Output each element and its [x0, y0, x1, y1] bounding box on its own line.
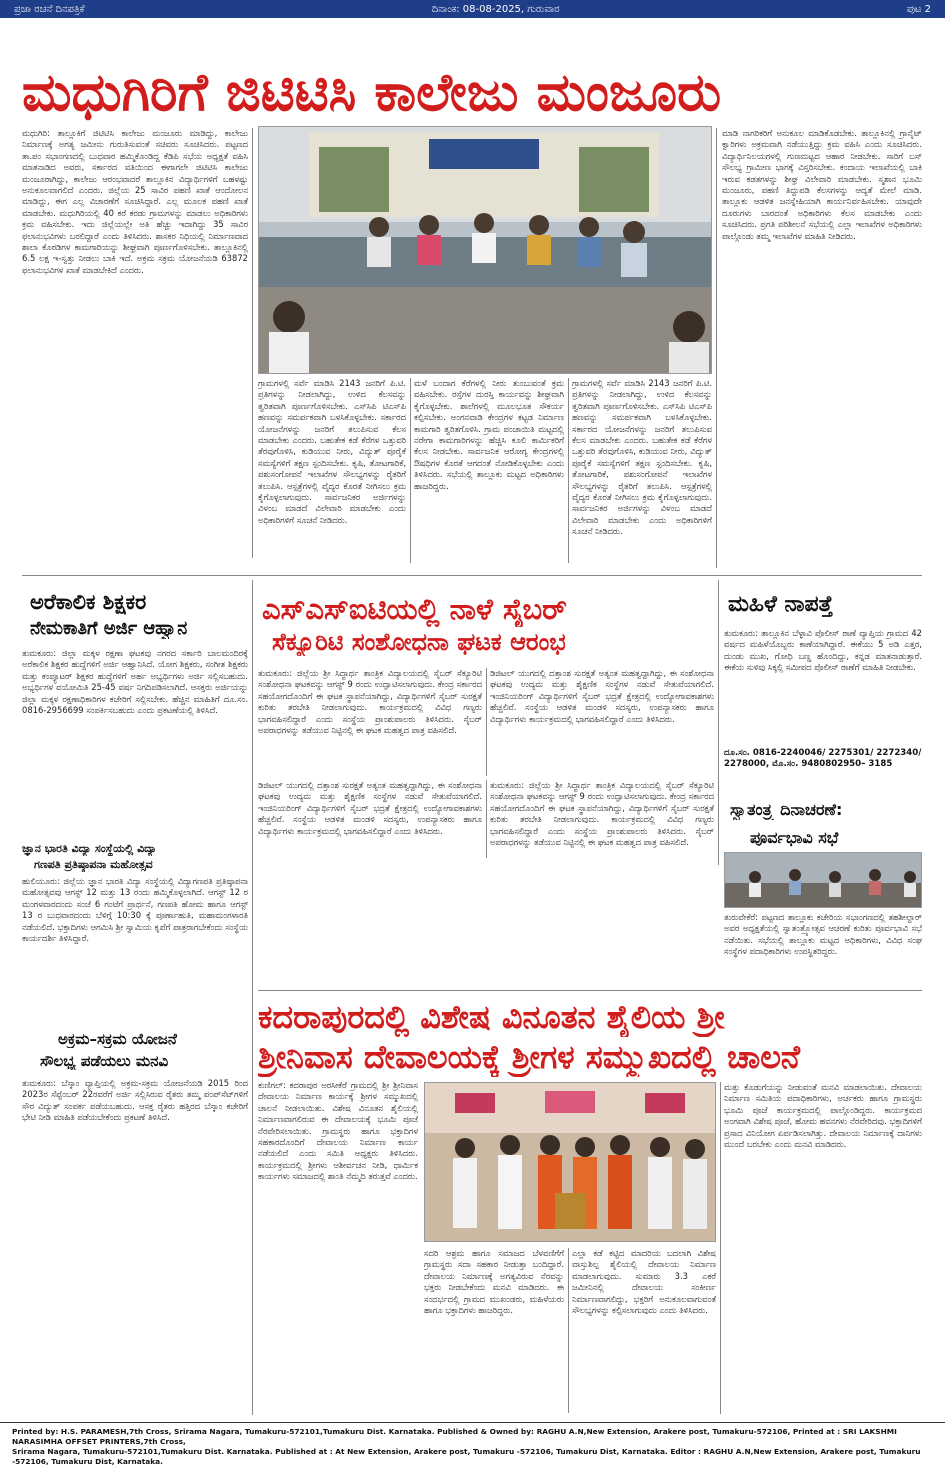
column-rule	[410, 378, 411, 563]
teacher-story-heading-2: ನೇಮಕಾತಿಗೆ ಅರ್ಜಿ ಆಹ್ವಾನ	[30, 618, 188, 639]
column-rule	[568, 378, 569, 563]
temple-story-heading-1: ಕದರಾಪುರದಲ್ಲಿ ವಿಶೇಷ ವಿನೂತನ ಶೈಲಿಯ ಶ್ರೀ	[258, 998, 725, 1036]
section-rule	[258, 990, 922, 991]
imprint-line-1: Printed by: H.S. PARAMESH,7th Cross, Srirama Nagara, Tumakuru-572101,Tumakuru Dist. Karnataka. Published & Owned by: RAGHU A.N,New Extension, Arakere post, Tumakuru-572106, Printed at : SRI LAKSHMI NARASIMHA OFFSET PRINTERS,7th Cross,	[12, 1427, 897, 1446]
main-story-col4: ಮಾಡಿ ನಾಗರಿಕರಿಗೆ ಅನುಕೂಲ ಮಾಡಿಕೊಡಬೇಕು. ತಾಲ್ಲೂಕಿನಲ್ಲಿ ಗ್ರಾನೈಟ್ ಕ್ವಾರಿಗಳು ಅಕ್ರಮವಾಗಿ ನಡೆಯುತ್ತಿದ್ದು ಕ್ರಮ ವಹಿಸಿ ಎಂದು ಸೂಚಿಸಿದರು. ವಿದ್ಯಾರ್ಥಿನಿಲಯಗಳಲ್ಲಿ ಗುಣಮಟ್ಟದ ಆಹಾರ ನೀಡಬೇಕು. ಸಾರಿಗೆ ಬಸ್ ಸೌಲಭ್ಯ ಗ್ರಾಮೀಣ ಭಾಗಕ್ಕೆ ವಿಸ್ತರಿಸಬೇಕು. ಕಂದಾಯ ಇಲಾಖೆಯಲ್ಲಿ ಬಾಕಿ ಇರುವ ಕಡತಗಳನ್ನು ಶೀಘ್ರ ವಿಲೇವಾರಿ ಮಾಡಬೇಕು. ಸ್ಮಶಾನ ಭೂಮಿ ಮಂಜೂರು, ಪಹಣಿ ತಿದ್ದುಪಡಿ ಕೆಲಸಗಳನ್ನು ಆದ್ಯತೆ ಮೇಲೆ ಮಾಡಿ. ತಾಲ್ಲೂಕು ಆಡಳಿತ ಜನಸ್ನೇಹಿಯಾಗಿ ಕಾರ್ಯನಿರ್ವಹಿಸಬೇಕು. ಯಾವುದೇ ದೂರುಗಳು ಬಾರದಂತೆ ಅಧಿಕಾರಿಗಳು ಕೆಲಸ ಮಾಡಬೇಕು ಎಂದು ಸೂಚಿಸಿದರು. ಪ್ರಗತಿ ಪರಿಶೀಲನೆ ಸಭೆಯಲ್ಲಿ ಎಲ್ಲಾ ಇಲಾಖೆಗಳ ಅಧಿಕಾರಿಗಳು ಪಾಲ್ಗೊಂಡು ತಮ್ಮ ಇಲಾಖೆಗಳ ಮಾಹಿತಿ ನೀಡಿದರು.	[722, 128, 922, 241]
main-headline: ಮಧುಗಿರಿಗೆ ಜಿಟಿಟಿಸಿ ಕಾಲೇಜು ಮಂಜೂರು	[22, 63, 722, 123]
cyber-story-col2b: ತುಮಕೂರು: ಜಿಲ್ಲೆಯ ಶ್ರೀ ಸಿದ್ಧಾರ್ಥ ತಾಂತ್ರಿಕ ವಿದ್ಯಾಲಯದಲ್ಲಿ ಸೈಬರ್ ಸೆಕ್ಯೂರಿಟಿ ಸಂಶೋಧನಾ ಘಟಕವನ್ನು ಆಗಸ್ಟ್ 9 ರಂದು ಉದ್ಘಾಟಿಸಲಾಗುವುದು. ಕೇಂದ್ರ ಸರ್ಕಾರದ ಸಹಯೋಗದೊಂದಿಗೆ ಈ ಘಟಕ ಸ್ಥಾಪನೆಯಾಗಿದ್ದು, ವಿದ್ಯಾರ್ಥಿಗಳಿಗೆ ಸೈಬರ್ ಸುರಕ್ಷತೆ ಕುರಿತು ತರಬೇತಿ ನೀಡಲಾಗುವುದು. ಕಾರ್ಯಕ್ರಮದಲ್ಲಿ ವಿವಿಧ ಗಣ್ಯರು ಭಾಗವಹಿಸಲಿದ್ದಾರೆ ಎಂದು ಸಂಸ್ಥೆಯ ಪ್ರಾಂಶುಪಾಲರು ತಿಳಿಸಿದರು. ಸೈಬರ್ ಅಪರಾಧಗಳನ್ನು ತಡೆಯುವ ನಿಟ್ಟಿನಲ್ಲಿ ಈ ಘಟಕ ಮಹತ್ವದ ಪಾತ್ರ ವಹಿಸಲಿದೆ.	[490, 780, 714, 848]
ganapati-story-body: ಹುಲಿಯೂರು: ಜಿಲ್ಲೆಯ ಜ್ಞಾನ ಭಾರತಿ ವಿದ್ಯಾ ಸಂಸ್ಥೆಯಲ್ಲಿ ವಿದ್ಯಾಗಣಪತಿ ಪ್ರತಿಷ್ಠಾಪನಾ ಮಹೋತ್ಸವವು ಆಗಸ್ಟ್ 12 ಮತ್ತು 13 ರಂದು ಹಮ್ಮಿಕೊಳ್ಳಲಾಗಿದೆ. ಆಗಸ್ಟ್ 12 ರ ಮಂಗಳವಾರದಂದು ಸಂಜೆ 6 ಗಂಟೆಗೆ ಪ್ರಾರ್ಥನೆ, ಗಣಪತಿ ಹೋಮ ಹಾಗೂ ಆಗಸ್ಟ್ 13 ರ ಬುಧವಾರದಂದು ಬೆಳಿಗ್ಗೆ 10:30 ಕ್ಕೆ ಪೂರ್ಣಾಹುತಿ, ಮಹಾಮಂಗಳಾರತಿ ನಡೆಯಲಿದೆ. ಭಕ್ತಾದಿಗಳು ಆಗಮಿಸಿ ಶ್ರೀ ಸ್ವಾಮಿಯ ಕೃಪೆಗೆ ಪಾತ್ರರಾಗಬೇಕೆಂದು ಸಂಸ್ಥೆಯ ಕಾರ್ಯದರ್ಶಿ ತಿಳಿಸಿದ್ದಾರೆ.	[22, 876, 248, 944]
cyber-story-heading-1: ಎಸ್‌ಎಸ್‌ಐಟಿಯಲ್ಲಿ ನಾಳೆ ಸೈಬರ್	[262, 592, 567, 626]
section-rule	[22, 575, 922, 576]
column-rule	[486, 780, 487, 858]
temple-story-col3: ಎಲ್ಲಾ ಕಡೆ ಕಟ್ಟಿದ ಮಾದರಿಯ ಬದಲಾಗಿ ವಿಶೇಷ ವಾಸ್ತುಶಿಲ್ಪ ಶೈಲಿಯಲ್ಲಿ ದೇವಾಲಯ ನಿರ್ಮಾಣ ಮಾಡಲಾಗುವುದು. ಸುಮಾರು 3.3 ಎಕರೆ ಜಮೀನಿನಲ್ಲಿ ದೇವಾಲಯ ಸಂಕೀರ್ಣ ನಿರ್ಮಾಣವಾಗಲಿದ್ದು, ಭಕ್ತರಿಗೆ ಅನುಕೂಲವಾಗುವಂತೆ ಸೌಲಭ್ಯಗಳನ್ನು ಕಲ್ಪಿಸಲಾಗುವುದು ಎಂದು ತಿಳಿಸಿದರು.	[572, 1248, 716, 1316]
independence-meeting-photo	[724, 852, 922, 908]
column-rule	[252, 580, 253, 1415]
independence-story-body: ತುರುವೇಕೆರೆ: ಪಟ್ಟಣದ ತಾಲ್ಲೂಕು ಕಚೇರಿಯ ಸಭಾಂಗಣದಲ್ಲಿ ತಹಶೀಲ್ದಾರ್ ಅವರ ಅಧ್ಯಕ್ಷತೆಯಲ್ಲಿ ಸ್ವಾತಂತ್ರ್ಯೋತ್ಸವ ಆಚರಣೆ ಕುರಿತು ಪೂರ್ವಭಾವಿ ಸಭೆ ನಡೆಯಿತು. ಸಭೆಯಲ್ಲಿ ತಾಲ್ಲೂಕು ಮಟ್ಟದ ಅಧಿಕಾರಿಗಳು, ವಿವಿಧ ಸಂಘ ಸಂಸ್ಥೆಗಳ ಪದಾಧಿಕಾರಿಗಳು ಉಪಸ್ಥಿತರಿದ್ದರು.	[724, 912, 922, 957]
independence-story-heading-2: ಪೂರ್ವಭಾವಿ ಸಭೆ	[750, 828, 839, 847]
column-rule	[718, 580, 719, 865]
main-story-col1: ಮಧುಗಿರಿ: ತಾಲ್ಲೂಕಿಗೆ ಜಿಟಿಟಿಸಿ ಕಾಲೇಜು ಮಂಜೂರು ಮಾಡಿದ್ದು, ಕಾಲೇಜು ನಿರ್ಮಾಣಕ್ಕೆ ಅಗತ್ಯ ಜಮೀನು ಗುರುತಿಸುವಂತೆ ಸಚಿವರು ಸೂಚಿಸಿದರು. ಪಟ್ಟಣದ ತಾ.ಪಂ ಸಭಾಂಗಣದಲ್ಲಿ ಬುಧವಾರ ಹಮ್ಮಿಕೊಂಡಿದ್ದ ಕೆಡಿಪಿ ಸಭೆಯ ಅಧ್ಯಕ್ಷತೆ ವಹಿಸಿ ಮಾತನಾಡಿದ ಅವರು, ಸರ್ಕಾರದ ವತಿಯಿಂದ ಈಗಾಗಲೇ ಜಿಟಿಟಿಸಿ ಕಾಲೇಜು ಮಂಜೂರಾಗಿದ್ದು, ಕಾಲೇಜು ಆರಂಭವಾದರೆ ತಾಲ್ಲೂಕಿನ ವಿದ್ಯಾರ್ಥಿಗಳಿಗೆ ಬಹಳಷ್ಟು ಅನುಕೂಲವಾಗಲಿದೆ ಎಂದರು. ಜಿಲ್ಲೆಯ 25 ಸಾವಿರ ಪಹಣಿ ಖಾತೆ ಆಂದೋಲನ ಮಾಡಿದ್ದು, ಈಗ ಎಲ್ಲ ವಿಚಾರಣೆಗೆ ಸೂಚಿಸಿದ್ದಾರೆ. ಎಲ್ಲ ಮೂಲಕ ಪಹಣಿ ಖಾತೆ ಮಾಡಬೇಕು. ಮಧುಗಿರಿಯಲ್ಲಿ 40 ಕರೆ ಕರಡು ಗ್ರಾಮಗಳನ್ನು ಮಾಡಲು ಅಧಿಕಾರಿಗಳು ಕ್ರಮ ವಹಿಸಬೇಕು. ಇದು ಜಿಲ್ಲೆಯಲ್ಲೇ ಅತಿ ಹೆಚ್ಚು ಇದಾಗಿದ್ದು 35 ಸಾವಿರ ಫಲಾನುಭವಿಗಳು ಬರಲಿದ್ದಾರೆ ಎಂದು ತಿಳಿಸಿದರು. ಶಾಸಕರ ನಿಧಿಯಲ್ಲಿ ನಿರ್ಮಾಣವಾದ ಶಾಲಾ ಕೊಠಡಿಗಳ ಕಾಮಗಾರಿಯನ್ನು ಶೀಘ್ರವಾಗಿ ಪೂರ್ಣಗೊಳಿಸಬೇಕು. ತಾಲ್ಲೂಕಿನಲ್ಲಿ 6.5 ಲಕ್ಷ ಇ-ಸ್ವತ್ತು ನೀಡಲು ಬಾಕಿ ಇದೆ. ಅಕ್ರಮ ಸಕ್ರಮ ಯೋಜನೆಯಡಿ 63872 ಫಲಾನುಭವಿಗಳ ಖಾತೆ ಮಾಡಬೇಕಿದೆ ಎಂದರು.	[22, 128, 248, 275]
missing-story-heading: ಮಹಿಳೆ ನಾಪತ್ತೆ	[728, 592, 834, 617]
page-number: ಪುಟ 2	[906, 3, 931, 15]
teacher-story-body: ತುಮಕೂರು: ಜಿಲ್ಲಾ ಮಕ್ಕಳ ರಕ್ಷಣಾ ಘಟಕವು ನಗರದ ಸರ್ಕಾರಿ ಬಾಲಮಂದಿರಕ್ಕೆ ಅರೆಕಾಲಿಕ ಶಿಕ್ಷಕರ ಹುದ್ದೆಗಳಿಗೆ ಅರ್ಜಿ ಆಹ್ವಾನಿಸಿದೆ. ಯೋಗ ಶಿಕ್ಷಕರು, ಸಂಗೀತ ಶಿಕ್ಷಕರು ಮತ್ತು ಕಂಪ್ಯೂಟರ್ ಶಿಕ್ಷಕರ ಹುದ್ದೆಗಳಿಗೆ ಅರ್ಹ ಅಭ್ಯರ್ಥಿಗಳು ಅರ್ಜಿ ಸಲ್ಲಿಸಬಹುದು. ಅಭ್ಯರ್ಥಿಗಳ ವಯೋಮಿತಿ 25-45 ವರ್ಷ ನಿಗದಿಪಡಿಸಲಾಗಿದೆ. ಆಸಕ್ತರು ಅರ್ಜಿಯನ್ನು ಜಿಲ್ಲಾ ಮಕ್ಕಳ ರಕ್ಷಣಾಧಿಕಾರಿಗಳ ಕಚೇರಿಗೆ ಸಲ್ಲಿಸಬೇಕು. ಹೆಚ್ಚಿನ ಮಾಹಿತಿಗೆ ದೂ.ಸಂ. 0816-2956699 ಸಂಪರ್ಕಿಸಬಹುದು ಎಂದು ಪ್ರಕಟಣೆಯಲ್ಲಿ ತಿಳಿಸಿದೆ.	[22, 648, 248, 716]
missing-story-phones: ದೂ.ಸಂ. 0816-2240046/ 2275301/ 2272340/ 2278000, ಮೊ.ಸಂ. 9480802950– 3185	[724, 748, 922, 769]
column-rule	[716, 128, 717, 568]
cyber-story-heading-2: ಸೆಕ್ಯೂರಿಟಿ ಸಂಶೋಧನಾ ಘಟಕ ಆರಂಭ	[272, 628, 566, 656]
column-rule	[486, 668, 487, 776]
masthead-bar	[0, 0, 945, 18]
cyber-story-col1b: ಡಿಜಿಟಲ್ ಯುಗದಲ್ಲಿ ದತ್ತಾಂಶ ಸುರಕ್ಷತೆ ಅತ್ಯಂತ ಮಹತ್ವದ್ದಾಗಿದ್ದು, ಈ ಸಂಶೋಧನಾ ಘಟಕವು ಉದ್ಯಮ ಮತ್ತು ಶೈಕ್ಷಣಿಕ ಸಂಸ್ಥೆಗಳ ನಡುವೆ ಸೇತುವೆಯಾಗಲಿದೆ. ಇಂಜಿನಿಯರಿಂಗ್ ವಿದ್ಯಾರ್ಥಿಗಳಿಗೆ ಸೈಬರ್ ಭದ್ರತೆ ಕ್ಷೇತ್ರದಲ್ಲಿ ಉದ್ಯೋಗಾವಕಾಶಗಳು ಹೆಚ್ಚಲಿವೆ. ಸಂಸ್ಥೆಯ ಆಡಳಿತ ಮಂಡಳಿ ಸದಸ್ಯರು, ಉಪನ್ಯಾಸಕರು ಹಾಗೂ ವಿದ್ಯಾರ್ಥಿಗಳು ಕಾರ್ಯಕ್ರಮದಲ್ಲಿ ಭಾಗವಹಿಸಲಿದ್ದಾರೆ ಎಂದು ತಿಳಿಸಿದರು.	[258, 780, 482, 836]
meeting-photo	[258, 126, 712, 374]
column-rule	[568, 1248, 569, 1413]
temple-story-heading-2: ಶ್ರೀನಿವಾಸ ದೇವಾಲಯಕ್ಕೆ ಶ್ರೀಗಳ ಸಮ್ಮುಖದಲ್ಲಿ ಚಾಲನೆ	[258, 1038, 801, 1076]
temple-story-col4: ಮತ್ತು ಕೊಡುಗೆಯನ್ನು ನೀಡುವಂತೆ ಮನವಿ ಮಾಡಲಾಯಿತು. ದೇವಾಲಯ ನಿರ್ಮಾಣ ಸಮಿತಿಯ ಪದಾಧಿಕಾರಿಗಳು, ಅರ್ಚಕರು ಹಾಗೂ ಗ್ರಾಮಸ್ಥರು ಭೂಮಿ ಪೂಜೆ ಕಾರ್ಯಕ್ರಮದಲ್ಲಿ ಪಾಲ್ಗೊಂಡಿದ್ದರು. ಕಾರ್ಯಕ್ರಮದ ಅಂಗವಾಗಿ ವಿಶೇಷ ಪೂಜೆ, ಹೋಮ ಹವನಗಳು ನೆರವೇರಿದವು. ಭಕ್ತಾದಿಗಳಿಗೆ ಪ್ರಸಾದ ವಿನಿಯೋಗ ಏರ್ಪಡಿಸಲಾಗಿತ್ತು. ದೇವಾಲಯ ನಿರ್ಮಾಣಕ್ಕೆ ದಾನಿಗಳು ಮುಂದೆ ಬರಬೇಕು ಎಂದು ಮನವಿ ಮಾಡಿದರು.	[724, 1082, 922, 1150]
teacher-story-heading-1: ಅರೆಕಾಲಿಕ ಶಿಕ್ಷಕರ	[30, 590, 147, 614]
imprint-footer	[0, 1422, 945, 1466]
temple-story-col1: ಕುಣಿಗಲ್: ಕದರಾಪುರ ಅರಸೀಕೆರೆ ಗ್ರಾಮದಲ್ಲಿ ಶ್ರೀ ಶ್ರೀನಿವಾಸ ದೇವಾಲಯ ನಿರ್ಮಾಣ ಕಾರ್ಯಕ್ಕೆ ಶ್ರೀಗಳ ಸಮ್ಮುಖದಲ್ಲಿ ಚಾಲನೆ ನೀಡಲಾಯಿತು. ವಿಶೇಷ ವಿನೂತನ ಶೈಲಿಯಲ್ಲಿ ನಿರ್ಮಾಣವಾಗಲಿರುವ ಈ ದೇವಾಲಯಕ್ಕೆ ಭೂಮಿ ಪೂಜೆ ನೆರವೇರಿಸಲಾಯಿತು. ಗ್ರಾಮಸ್ಥರು ಹಾಗೂ ಭಕ್ತಾದಿಗಳ ಸಹಕಾರದೊಂದಿಗೆ ದೇವಾಲಯ ನಿರ್ಮಾಣ ಕಾರ್ಯ ನಡೆಯಲಿದೆ ಎಂದು ಸಮಿತಿ ಅಧ್ಯಕ್ಷರು ತಿಳಿಸಿದರು. ಕಾರ್ಯಕ್ರಮದಲ್ಲಿ ಶ್ರೀಗಳು ಆಶೀರ್ವಚನ ನೀಡಿ, ಧಾರ್ಮಿಕ ಕಾರ್ಯಗಳು ಸಮಾಜದಲ್ಲಿ ಶಾಂತಿ ನೆಮ್ಮದಿ ತರುತ್ತವೆ ಎಂದರು.	[258, 1080, 418, 1182]
main-story-col3b: ಗ್ರಾಮಗಳಲ್ಲಿ ಸರ್ವೆ ಮಾಡಿಸಿ 2143 ಜನರಿಗೆ ಪಿ.ಟಿ. ಪ್ರತಿಗಳನ್ನು ನೀಡಲಾಗಿದ್ದು, ಉಳಿದ ಕೆಲಸವನ್ನು ತ್ವರಿತವಾಗಿ ಪೂರ್ಣಗೊಳಿಸಬೇಕು. ಎಸ್‌ಸಿಪಿ ಟಿಎಸ್‌ಪಿ ಹಣವನ್ನು ಸಮರ್ಪಕವಾಗಿ ಬಳಸಿಕೊಳ್ಳಬೇಕು. ಸರ್ಕಾರದ ಯೋಜನೆಗಳನ್ನು ಜನರಿಗೆ ತಲುಪಿಸುವ ಕೆಲಸ ಮಾಡಬೇಕು ಎಂದರು. ಬಹುತೇಕ ಕಡೆ ಕೆರೆಗಳ ಒತ್ತುವರಿ ತೆರವುಗೊಳಿಸಿ, ಕುಡಿಯುವ ನೀರು, ವಿದ್ಯುತ್ ಪೂರೈಕೆ ಸಮಸ್ಯೆಗಳಿಗೆ ತಕ್ಷಣ ಸ್ಪಂದಿಸಬೇಕು. ಕೃಷಿ, ತೋಟಗಾರಿಕೆ, ಪಶುಸಂಗೋಪನೆ ಇಲಾಖೆಗಳ ಸೌಲಭ್ಯಗಳನ್ನು ರೈತರಿಗೆ ತಲುಪಿಸಿ. ಆಸ್ಪತ್ರೆಗಳಲ್ಲಿ ವೈದ್ಯರ ಕೊರತೆ ನೀಗಿಸಲು ಕ್ರಮ ಕೈಗೊಳ್ಳಲಾಗುವುದು. ಸಾರ್ವಜನಿಕರ ಅರ್ಜಿಗಳನ್ನು ವಿಳಂಬ ಮಾಡದೆ ವಿಲೇವಾರಿ ಮಾಡಬೇಕು ಎಂದು ಅಧಿಕಾರಿಗಳಿಗೆ ಸೂಚನೆ ನೀಡಿದರು.	[572, 378, 712, 537]
akrama-story-heading-2: ಸೌಲಭ್ಯ ಪಡೆಯಲು ಮನವಿ	[40, 1052, 169, 1070]
cyber-story-col2: ಡಿಜಿಟಲ್ ಯುಗದಲ್ಲಿ ದತ್ತಾಂಶ ಸುರಕ್ಷತೆ ಅತ್ಯಂತ ಮಹತ್ವದ್ದಾಗಿದ್ದು, ಈ ಸಂಶೋಧನಾ ಘಟಕವು ಉದ್ಯಮ ಮತ್ತು ಶೈಕ್ಷಣಿಕ ಸಂಸ್ಥೆಗಳ ನಡುವೆ ಸೇತುವೆಯಾಗಲಿದೆ. ಇಂಜಿನಿಯರಿಂಗ್ ವಿದ್ಯಾರ್ಥಿಗಳಿಗೆ ಸೈಬರ್ ಭದ್ರತೆ ಕ್ಷೇತ್ರದಲ್ಲಿ ಉದ್ಯೋಗಾವಕಾಶಗಳು ಹೆಚ್ಚಲಿವೆ. ಸಂಸ್ಥೆಯ ಆಡಳಿತ ಮಂಡಳಿ ಸದಸ್ಯರು, ಉಪನ್ಯಾಸಕರು ಹಾಗೂ ವಿದ್ಯಾರ್ಥಿಗಳು ಕಾರ್ಯಕ್ರಮದಲ್ಲಿ ಭಾಗವಹಿಸಲಿದ್ದಾರೆ ಎಂದು ತಿಳಿಸಿದರು.	[490, 668, 714, 724]
independence-story-heading-1: ಸ್ವಾತಂತ್ರ್ಯ ದಿನಾಚರಣೆ:	[730, 800, 843, 819]
column-rule	[720, 1082, 721, 1414]
temple-ceremony-photo	[424, 1082, 716, 1242]
ganapati-story-heading-1: ಜ್ಞಾನ ಭಾರತಿ ವಿದ್ಯಾ ಸಂಸ್ಥೆಯಲ್ಲಿ ವಿದ್ಯಾ	[22, 842, 157, 855]
paper-name: ಪ್ರಜಾ ರಚನೆ ದಿನಪತ್ರಿಕೆ	[14, 3, 85, 15]
akrama-story-body: ತುಮಕೂರು: ಬೆಸ್ಕಾಂ ವ್ಯಾಪ್ತಿಯಲ್ಲಿ ಅಕ್ರಮ-ಸಕ್ರಮ ಯೋಜನೆಯಡಿ 2015 ರಿಂದ 2023ರ ಸೆಪ್ಟೆಂಬರ್ 22ರವರೆಗೆ ಅರ್ಜಿ ಸಲ್ಲಿಸಿರುವ ರೈತರು ತಮ್ಮ ಪಂಪ್‌ಸೆಟ್‌ಗಳಿಗೆ ಸೌರ ವಿದ್ಯುತ್ ಸಂಪರ್ಕ ಪಡೆಯಬಹುದು. ಆಸಕ್ತ ರೈತರು ಹತ್ತಿರದ ಬೆಸ್ಕಾಂ ಕಚೇರಿಗೆ ಭೇಟಿ ನೀಡಿ ಮಾಹಿತಿ ಪಡೆಯಬೇಕೆಂದು ಪ್ರಕಟಣೆ ತಿಳಿಸಿದೆ.	[22, 1078, 248, 1123]
akrama-story-heading-1: ಅಕ್ರಮ–ಸಕ್ರಮ ಯೋಜನೆ	[58, 1030, 177, 1048]
cyber-story-col1: ತುಮಕೂರು: ಜಿಲ್ಲೆಯ ಶ್ರೀ ಸಿದ್ಧಾರ್ಥ ತಾಂತ್ರಿಕ ವಿದ್ಯಾಲಯದಲ್ಲಿ ಸೈಬರ್ ಸೆಕ್ಯೂರಿಟಿ ಸಂಶೋಧನಾ ಘಟಕವನ್ನು ಆಗಸ್ಟ್ 9 ರಂದು ಉದ್ಘಾಟಿಸಲಾಗುವುದು. ಕೇಂದ್ರ ಸರ್ಕಾರದ ಸಹಯೋಗದೊಂದಿಗೆ ಈ ಘಟಕ ಸ್ಥಾಪನೆಯಾಗಿದ್ದು, ವಿದ್ಯಾರ್ಥಿಗಳಿಗೆ ಸೈಬರ್ ಸುರಕ್ಷತೆ ಕುರಿತು ತರಬೇತಿ ನೀಡಲಾಗುವುದು. ಕಾರ್ಯಕ್ರಮದಲ್ಲಿ ವಿವಿಧ ಗಣ್ಯರು ಭಾಗವಹಿಸಲಿದ್ದಾರೆ ಎಂದು ಸಂಸ್ಥೆಯ ಪ್ರಾಂಶುಪಾಲರು ತಿಳಿಸಿದರು. ಸೈಬರ್ ಅಪರಾಧಗಳನ್ನು ತಡೆಯುವ ನಿಟ್ಟಿನಲ್ಲಿ ಈ ಘಟಕ ಮಹತ್ವದ ಪಾತ್ರ ವಹಿಸಲಿದೆ.	[258, 668, 482, 736]
temple-story-col2: ಸದರಿ ಆಶ್ರಮ ಹಾಗೂ ಸಮಾಜದ ಬೆಳವಣಿಗೆಗೆ ಗ್ರಾಮಸ್ಥರು ಸದಾ ಸಹಕಾರ ನೀಡುತ್ತಾ ಬಂದಿದ್ದಾರೆ. ದೇವಾಲಯ ನಿರ್ಮಾಣಕ್ಕೆ ಅಗತ್ಯವಿರುವ ನೆರವನ್ನು ಭಕ್ತರು ನೀಡಬೇಕೆಂದು ಮನವಿ ಮಾಡಿದರು. ಈ ಸಂದರ್ಭದಲ್ಲಿ ಗ್ರಾಮದ ಮುಖಂಡರು, ಮಹಿಳೆಯರು ಹಾಗೂ ಭಕ್ತಾದಿಗಳು ಹಾಜರಿದ್ದರು.	[424, 1248, 564, 1316]
imprint-line-2: Srirama Nagara, Tumakuru-572101,Tumakuru Dist. Karnataka. Published at : At New Extension, Arakere post, Tumakuru -572106, Tumakuru Dist, Karnataka. Editor : RAGHU A.N,New Extension, Arakere post, Tumakuru -572106, Tumakuru Dist, Karnataka.	[12, 1447, 921, 1466]
ganapati-story-heading-2: ಗಣಪತಿ ಪ್ರತಿಷ್ಠಾಪನಾ ಮಹೋತ್ಸವ	[34, 858, 153, 871]
issue-date: ದಿನಾಂಕ: 08-08-2025, ಗುರುವಾರ	[431, 3, 560, 15]
main-story-col3: ಮಳೆ ಬಂದಾಗ ಕೆರೆಗಳಲ್ಲಿ ನೀರು ತುಂಬುವಂತೆ ಕ್ರಮ ವಹಿಸಬೇಕು. ರಸ್ತೆಗಳ ದುರಸ್ತಿ ಕಾರ್ಯವನ್ನು ಶೀಘ್ರವಾಗಿ ಕೈಗೊಳ್ಳಬೇಕು. ಶಾಲೆಗಳಲ್ಲಿ ಮೂಲಭೂತ ಸೌಕರ್ಯ ಕಲ್ಪಿಸಬೇಕು. ಅಂಗನವಾಡಿ ಕೇಂದ್ರಗಳ ಕಟ್ಟಡ ನಿರ್ಮಾಣ ಕಾಮಗಾರಿ ತ್ವರಿತಗೊಳಿಸಿ. ಗ್ರಾಮ ಪಂಚಾಯಿತಿ ಮಟ್ಟದಲ್ಲಿ ನರೇಗಾ ಕಾಮಗಾರಿಗಳನ್ನು ಹೆಚ್ಚಿಸಿ ಕೂಲಿ ಕಾರ್ಮಿಕರಿಗೆ ಕೆಲಸ ನೀಡಬೇಕು. ಸಾರ್ವಜನಿಕ ಆರೋಗ್ಯ ಕೇಂದ್ರಗಳಲ್ಲಿ ಔಷಧಿಗಳ ಕೊರತೆ ಆಗದಂತೆ ನೋಡಿಕೊಳ್ಳಬೇಕು ಎಂದು ತಿಳಿಸಿದರು. ಸಭೆಯಲ್ಲಿ ತಾಲ್ಲೂಕು ಮಟ್ಟದ ಅಧಿಕಾರಿಗಳು ಹಾಜರಿದ್ದರು.	[414, 378, 564, 491]
column-rule	[252, 128, 253, 558]
main-story-col2: ಗ್ರಾಮಗಳಲ್ಲಿ ಸರ್ವೆ ಮಾಡಿಸಿ 2143 ಜನರಿಗೆ ಪಿ.ಟಿ. ಪ್ರತಿಗಳನ್ನು ನೀಡಲಾಗಿದ್ದು, ಉಳಿದ ಕೆಲಸವನ್ನು ತ್ವರಿತವಾಗಿ ಪೂರ್ಣಗೊಳಿಸಬೇಕು. ಎಸ್‌ಸಿಪಿ ಟಿಎಸ್‌ಪಿ ಹಣವನ್ನು ಸಮರ್ಪಕವಾಗಿ ಬಳಸಿಕೊಳ್ಳಬೇಕು. ಸರ್ಕಾರದ ಯೋಜನೆಗಳನ್ನು ಜನರಿಗೆ ತಲುಪಿಸುವ ಕೆಲಸ ಮಾಡಬೇಕು ಎಂದರು. ಬಹುತೇಕ ಕಡೆ ಕೆರೆಗಳ ಒತ್ತುವರಿ ತೆರವುಗೊಳಿಸಿ, ಕುಡಿಯುವ ನೀರು, ವಿದ್ಯುತ್ ಪೂರೈಕೆ ಸಮಸ್ಯೆಗಳಿಗೆ ತಕ್ಷಣ ಸ್ಪಂದಿಸಬೇಕು. ಕೃಷಿ, ತೋಟಗಾರಿಕೆ, ಪಶುಸಂಗೋಪನೆ ಇಲಾಖೆಗಳ ಸೌಲಭ್ಯಗಳನ್ನು ರೈತರಿಗೆ ತಲುಪಿಸಿ. ಆಸ್ಪತ್ರೆಗಳಲ್ಲಿ ವೈದ್ಯರ ಕೊರತೆ ನೀಗಿಸಲು ಕ್ರಮ ಕೈಗೊಳ್ಳಲಾಗುವುದು. ಸಾರ್ವಜನಿಕರ ಅರ್ಜಿಗಳನ್ನು ವಿಳಂಬ ಮಾಡದೆ ವಿಲೇವಾರಿ ಮಾಡಬೇಕು ಎಂದು ಅಧಿಕಾರಿಗಳಿಗೆ ಸೂಚನೆ ನೀಡಿದರು.	[258, 378, 406, 525]
missing-story-body: ತುಮಕೂರು: ತಾಲ್ಲೂಕಿನ ಬೆಳ್ಳಾವಿ ಪೊಲೀಸ್ ಠಾಣೆ ವ್ಯಾಪ್ತಿಯ ಗ್ರಾಮದ 42 ವರ್ಷದ ಮಹಿಳೆಯೊಬ್ಬರು ಕಾಣೆಯಾಗಿದ್ದಾರೆ. ಈಕೆಯು 5 ಅಡಿ ಎತ್ತರ, ದುಂಡು ಮುಖ, ಗೋಧಿ ಬಣ್ಣ ಹೊಂದಿದ್ದು, ಕನ್ನಡ ಮಾತನಾಡುತ್ತಾರೆ. ಈಕೆಯ ಸುಳಿವು ಸಿಕ್ಕಲ್ಲಿ ಸಮೀಪದ ಪೊಲೀಸ್ ಠಾಣೆಗೆ ಮಾಹಿತಿ ನೀಡಬೇಕು.	[724, 628, 922, 673]
